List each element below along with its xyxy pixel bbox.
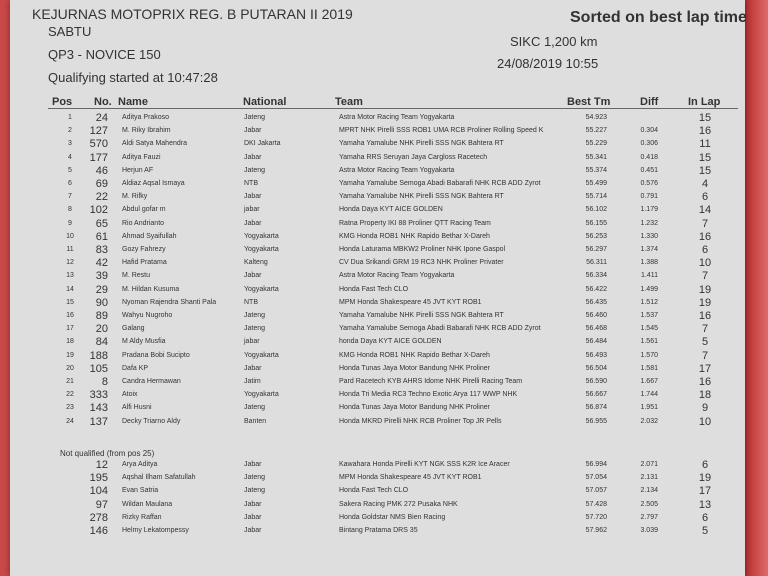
session-label: QP3 - NOVICE 150 — [48, 47, 161, 62]
name-cell: Pradana Bobi Sucipto — [122, 351, 190, 359]
name-cell: Galang — [122, 325, 145, 333]
number-cell: 570 — [89, 138, 108, 151]
diff-cell: 1.570 — [640, 351, 658, 359]
best-time-cell: 56.955 — [585, 417, 607, 425]
name-cell: Decky Triarno Aldy — [122, 417, 181, 425]
best-time-cell: 55.714 — [585, 193, 607, 201]
in-lap-cell: 17 — [698, 362, 712, 375]
team-cell: Yamaha Yamalube Semoga Abadi Babarafi NHK RCB ADD Zyrot — [339, 325, 541, 333]
best-time-cell: 56.460 — [585, 312, 607, 319]
diff-cell: 1.179 — [640, 206, 658, 214]
pos-cell: 5 — [68, 166, 72, 174]
number-cell: 137 — [89, 415, 108, 428]
number-cell: 90 — [95, 296, 108, 309]
team-cell: MPM Honda Shakespeare 45 JVT KYT ROB1 — [339, 298, 482, 306]
team-cell: Kawahara Honda Pirelli KYT NGK SSS K2R Ice Aracer — [339, 461, 510, 468]
national-cell: Jateng — [244, 325, 266, 333]
in-lap-cell: 16 — [698, 376, 712, 388]
team-cell: Honda Tunas Jaya Motor Bandung NHK Proliner — [339, 404, 490, 412]
circuit-label: SIKC 1,200 km — [510, 34, 598, 49]
number-cell: 84 — [95, 336, 108, 349]
table-row — [0, 164, 745, 178]
col-header-name: Name — [118, 96, 148, 108]
diff-cell: 2.505 — [640, 500, 658, 508]
best-time-cell: 54.923 — [585, 114, 607, 121]
in-lap-cell: 16 — [698, 230, 712, 243]
best-time-cell: 56.102 — [585, 206, 607, 214]
diff-cell: 1.537 — [640, 312, 658, 319]
diff-cell: 1.561 — [640, 338, 658, 346]
name-cell: Evan Satria — [122, 487, 159, 495]
table-row — [0, 309, 745, 323]
number-cell: 42 — [95, 257, 108, 270]
table-row — [0, 401, 745, 415]
diff-cell: 0.791 — [640, 193, 658, 201]
in-lap-cell: 19 — [698, 472, 712, 485]
national-cell: Banten — [244, 417, 267, 425]
number-cell: 97 — [95, 498, 108, 511]
in-lap-cell: 15 — [698, 151, 712, 164]
pos-cell: 18 — [66, 338, 74, 346]
name-cell: Hafid Pratama — [122, 259, 167, 267]
team-cell: CV Dua Srikandi GRM 19 RC3 NHK Proliner Privater — [339, 259, 504, 267]
number-cell: 20 — [95, 323, 108, 336]
team-cell: KMG Honda ROB1 NHK Rapido Bethar X-Dareh — [339, 351, 490, 359]
start-time-label: Qualifying started at 10:47:28 — [48, 70, 218, 85]
diff-cell: 3.039 — [640, 527, 658, 534]
national-cell: Yogyakarta — [244, 391, 279, 399]
diff-cell: 0.576 — [640, 180, 658, 187]
pos-cell: 2 — [68, 127, 72, 135]
name-cell: Gozy Fahrezy — [122, 246, 166, 253]
table-row — [0, 111, 745, 125]
col-header-team: Team — [335, 96, 363, 108]
best-time-cell: 55.341 — [585, 153, 607, 161]
number-cell: 89 — [95, 310, 108, 322]
national-cell: Jabar — [244, 127, 262, 135]
pos-cell: 20 — [66, 364, 74, 372]
name-cell: Ahmad Syaifullah — [122, 232, 177, 240]
number-cell: 83 — [95, 244, 108, 256]
pos-cell: 21 — [66, 378, 74, 385]
national-cell: Jabar — [244, 500, 262, 508]
name-cell: Aldiaz Aqsal Ismaya — [122, 180, 185, 187]
team-cell: Honda Fast Tech CLO — [339, 285, 409, 293]
national-cell: Jatim — [244, 378, 261, 385]
national-cell: Jabar — [244, 272, 262, 280]
diff-cell: 1.667 — [640, 378, 658, 385]
diff-cell: 1.499 — [640, 285, 658, 293]
col-header-pos: Pos — [52, 96, 73, 108]
diff-cell: 1.951 — [640, 404, 658, 412]
table-row — [0, 177, 745, 191]
table-row — [0, 349, 745, 363]
col-header-national: National — [243, 96, 287, 108]
name-cell: Rio Andrianto — [122, 219, 165, 227]
not-qualified-label: Not qualified (from pos 25) — [60, 449, 155, 458]
team-cell: Honda MKRD Pirelli NHK RCB Proliner Top JR Pells — [339, 417, 502, 425]
best-time-cell: 57.428 — [585, 500, 607, 508]
pos-cell: 14 — [66, 285, 74, 293]
national-cell: Jateng — [244, 474, 266, 482]
diff-cell: 1.232 — [640, 219, 658, 227]
pos-cell: 22 — [66, 391, 74, 399]
table-row — [0, 388, 745, 402]
number-cell: 39 — [95, 270, 108, 283]
table-row — [0, 137, 745, 151]
best-time-cell: 56.484 — [585, 338, 607, 346]
name-cell: M. Riky Ibrahim — [122, 127, 171, 135]
table-row — [0, 124, 745, 138]
diff-cell: 1.545 — [640, 325, 658, 333]
in-lap-cell: 11 — [699, 138, 711, 151]
team-cell: Honda Goldstar NMS Bien Racing — [339, 513, 446, 521]
number-cell: 69 — [95, 178, 108, 190]
best-time-cell: 56.994 — [585, 461, 607, 468]
event-title: KEJURNAS MOTOPRIX REG. B PUTARAN II 2019 — [32, 6, 353, 22]
diff-cell: 0.418 — [640, 153, 658, 161]
team-cell: MPM Honda Shakespeare 45 JVT KYT ROB1 — [339, 474, 482, 482]
team-cell: Honda Daya KYT AICE GOLDEN — [339, 206, 443, 214]
team-cell: Ratna Property IKI 88 Proliner QTT Racing Team — [339, 219, 491, 227]
number-cell: 333 — [89, 389, 108, 402]
diff-cell: 1.581 — [640, 364, 658, 372]
pos-cell: 4 — [68, 153, 72, 161]
in-lap-cell: 16 — [698, 310, 712, 322]
best-time-cell: 56.874 — [585, 404, 607, 412]
pos-cell: 23 — [66, 404, 74, 412]
number-cell: 102 — [89, 204, 108, 217]
best-time-cell: 56.590 — [585, 378, 607, 385]
name-cell: M. Rifky — [122, 193, 148, 201]
best-time-cell: 55.227 — [585, 127, 607, 135]
pos-cell: 10 — [66, 232, 74, 240]
name-cell: Abdul gofar m — [122, 206, 166, 214]
national-cell: Jabar — [244, 461, 262, 468]
number-cell: 146 — [89, 525, 108, 537]
name-cell: M. Restu — [122, 272, 151, 280]
team-cell: Honda Fast Tech CLO — [339, 487, 409, 495]
pos-cell: 11 — [66, 246, 74, 253]
diff-cell: 2.071 — [640, 461, 658, 468]
table-row — [0, 203, 745, 217]
in-lap-cell: 5 — [701, 336, 709, 349]
name-cell: Aditya Fauzi — [122, 153, 161, 161]
table-row — [0, 335, 745, 349]
diff-cell: 0.451 — [640, 166, 658, 174]
diff-cell: 2.797 — [640, 513, 658, 521]
in-lap-cell: 17 — [698, 485, 712, 498]
in-lap-cell: 16 — [698, 125, 712, 138]
diff-cell: 1.388 — [640, 259, 658, 267]
national-cell: Jabar — [244, 513, 262, 521]
national-cell: Jabar — [244, 527, 262, 534]
team-cell: Pard Racetech KYB AHRS Idome NHK Pirelli Racing Team — [339, 378, 523, 385]
best-time-cell: 57.054 — [585, 474, 607, 482]
national-cell: NTB — [244, 298, 258, 306]
name-cell: M. Hildan Kusuma — [122, 285, 180, 293]
team-cell: Honda Laturama MBKW2 Proliner NHK Ipone Gaspol — [339, 246, 506, 253]
national-cell: Kalteng — [244, 259, 268, 267]
in-lap-cell: 10 — [698, 257, 712, 270]
number-cell: 12 — [95, 459, 108, 471]
national-cell: Yogyakarta — [244, 285, 279, 293]
col-header-lap: In Lap — [688, 96, 721, 108]
best-time-cell: 56.468 — [585, 325, 607, 333]
team-cell: Yamaha Yamalube NHK Pirelli SSS NGK Bahtera RT — [339, 193, 504, 201]
table-row — [0, 283, 745, 297]
team-cell: Sakera Racing PMK 272 Pusaka NHK — [339, 500, 458, 508]
in-lap-cell: 7 — [701, 270, 709, 283]
diff-cell: 1.512 — [640, 298, 658, 306]
national-cell: Jabar — [244, 153, 262, 161]
in-lap-cell: 6 — [701, 244, 709, 256]
best-time-cell: 56.155 — [585, 219, 607, 227]
diff-cell: 0.306 — [640, 140, 658, 148]
in-lap-cell: 4 — [701, 178, 709, 190]
number-cell: 143 — [89, 402, 108, 415]
best-time-cell: 56.667 — [585, 391, 607, 399]
best-time-cell: 56.422 — [585, 285, 607, 293]
in-lap-cell: 7 — [701, 349, 709, 362]
team-cell: Yamaha Yamalube Semoga Abadi Babarafi NHK RCB ADD Zyrot — [339, 180, 541, 187]
table-row — [0, 498, 745, 512]
best-time-cell: 56.435 — [585, 298, 607, 306]
in-lap-cell: 19 — [698, 296, 712, 309]
name-cell: Helmy Lekatompessy — [122, 527, 189, 534]
background-right — [745, 0, 768, 576]
diff-cell: 1.374 — [640, 246, 658, 253]
national-cell: jabar — [244, 338, 260, 346]
national-cell: jabar — [244, 206, 260, 214]
number-cell: 127 — [89, 125, 108, 138]
in-lap-cell: 7 — [701, 217, 709, 230]
table-row — [0, 415, 745, 429]
pos-cell: 12 — [66, 259, 74, 267]
national-cell: Jateng — [244, 487, 266, 495]
number-cell: 188 — [89, 349, 108, 362]
number-cell: 22 — [95, 191, 108, 204]
name-cell: M Aldy Musfia — [122, 338, 166, 346]
in-lap-cell: 14 — [698, 204, 712, 217]
best-time-cell: 55.229 — [585, 140, 607, 148]
team-cell: Astra Motor Racing Team Yogyakarta — [339, 114, 455, 121]
table-row — [0, 151, 745, 165]
table-row — [0, 511, 745, 525]
number-cell: 8 — [101, 376, 108, 388]
table-row — [0, 230, 745, 244]
pos-cell: 24 — [66, 417, 74, 425]
table-row — [0, 296, 745, 310]
in-lap-cell: 13 — [698, 498, 712, 511]
in-lap-cell: 6 — [701, 511, 709, 524]
table-row — [0, 362, 745, 376]
best-time-cell: 57.720 — [585, 513, 607, 521]
in-lap-cell: 6 — [701, 191, 709, 204]
pos-cell: 19 — [66, 351, 74, 359]
pos-cell: 6 — [68, 180, 72, 187]
in-lap-cell: 6 — [701, 459, 709, 471]
name-cell: Wildan Maulana — [122, 500, 173, 508]
pos-cell: 17 — [66, 325, 74, 333]
pos-cell: 16 — [66, 312, 74, 319]
pos-cell: 13 — [66, 272, 74, 280]
number-cell: 29 — [95, 283, 108, 296]
diff-cell: 1.744 — [640, 391, 658, 399]
team-cell: KMG Honda ROB1 NHK Rapido Bethar X-Dareh — [339, 232, 490, 240]
table-row — [0, 471, 745, 485]
name-cell: Dafa KP — [122, 364, 149, 372]
best-time-cell: 56.334 — [585, 272, 607, 280]
national-cell: Jabar — [244, 193, 262, 201]
number-cell: 104 — [89, 485, 108, 498]
pos-cell: 1 — [68, 114, 72, 121]
national-cell: Jateng — [244, 312, 266, 319]
in-lap-cell: 9 — [701, 402, 709, 415]
table-row — [0, 269, 745, 283]
national-cell: Yogyakarta — [244, 232, 279, 240]
number-cell: 177 — [89, 151, 108, 164]
best-time-cell: 56.493 — [585, 351, 607, 359]
pos-cell: 15 — [66, 298, 74, 306]
team-cell: Honda Tunas Jaya Motor Bandung NHK Proliner — [339, 364, 490, 372]
diff-cell: 2.032 — [640, 417, 658, 425]
number-cell: 24 — [95, 112, 108, 124]
name-cell: Aldi Satya Mahendra — [122, 140, 187, 148]
in-lap-cell: 5 — [701, 525, 709, 537]
team-cell: Yamaha RRS Seruyan Jaya Cargloss Racetech — [339, 153, 488, 161]
national-cell: Jateng — [244, 404, 266, 412]
name-cell: Arya Aditya — [122, 461, 158, 468]
best-time-cell: 57.057 — [585, 487, 607, 495]
best-time-cell: 56.253 — [585, 232, 607, 240]
table-row — [0, 256, 745, 270]
pos-cell: 7 — [68, 193, 72, 201]
in-lap-cell: 7 — [701, 323, 709, 336]
number-cell: 65 — [95, 217, 108, 230]
name-cell: Candra Hermawan — [122, 378, 181, 385]
diff-cell: 1.411 — [641, 272, 658, 280]
number-cell: 46 — [95, 164, 108, 177]
national-cell: Jabar — [244, 219, 262, 227]
table-row — [0, 217, 745, 231]
national-cell: DKI Jakarta — [244, 140, 281, 148]
header-divider — [48, 108, 738, 109]
in-lap-cell: 10 — [698, 415, 712, 428]
date-label: 24/08/2019 10:55 — [497, 56, 599, 71]
name-cell: Atoix — [122, 391, 138, 399]
best-time-cell: 56.311 — [586, 259, 607, 267]
table-row — [0, 524, 745, 538]
diff-cell: 1.330 — [640, 232, 658, 240]
team-cell: Honda Tri Media RC3 Techno Exotic Arya 117 WWP NHK — [339, 391, 518, 399]
best-time-cell: 56.504 — [585, 364, 607, 372]
national-cell: Jateng — [244, 114, 266, 121]
diff-cell: 2.134 — [640, 487, 658, 495]
best-time-cell: 55.374 — [585, 166, 607, 174]
name-cell: Wahyu Nugroho — [122, 312, 173, 319]
col-header-diff: Diff — [640, 96, 659, 108]
table-row — [0, 458, 745, 472]
name-cell: Aqshal Ilham Safatullah — [122, 474, 196, 482]
pos-cell: 3 — [68, 140, 72, 148]
table-row — [0, 375, 745, 389]
name-cell: Herjun AF — [122, 166, 154, 174]
table-row — [0, 243, 745, 257]
national-cell: Jateng — [244, 166, 266, 174]
sort-label: Sorted on best lap time — [570, 9, 747, 26]
best-time-cell: 57.962 — [585, 527, 607, 534]
best-time-cell: 56.297 — [585, 246, 607, 253]
in-lap-cell: 15 — [698, 164, 712, 177]
national-cell: Jabar — [244, 364, 262, 372]
team-cell: Bintang Pratama DRS 35 — [339, 527, 418, 534]
in-lap-cell: 15 — [698, 112, 712, 124]
team-cell: Yamaha Yamalube NHK Pirelli SSS NGK Bahtera RT — [339, 312, 504, 319]
in-lap-cell: 18 — [698, 389, 712, 402]
number-cell: 105 — [89, 362, 108, 375]
name-cell: Alfi Husni — [122, 404, 152, 412]
team-cell: Astra Motor Racing Team Yogyakarta — [339, 272, 455, 280]
name-cell: Nyoman Rajendra Shanti Pala — [122, 298, 217, 306]
name-cell: Rizky Raffan — [122, 513, 162, 521]
number-cell: 195 — [89, 472, 108, 485]
table-row — [0, 322, 745, 336]
national-cell: Yogyakarta — [244, 246, 279, 253]
in-lap-cell: 19 — [698, 283, 712, 296]
pos-cell: 9 — [68, 219, 72, 227]
table-row — [0, 484, 745, 498]
number-cell: 278 — [89, 511, 108, 524]
diff-cell: 0.304 — [640, 127, 658, 135]
col-header-best: Best Tm — [567, 96, 611, 108]
team-cell: honda Daya KYT AICE GOLDEN — [339, 338, 442, 346]
day-label: SABTU — [48, 24, 92, 39]
best-time-cell: 55.499 — [585, 180, 607, 187]
table-row — [0, 190, 745, 204]
diff-cell: 2.131 — [640, 474, 658, 482]
team-cell: Yamaha Yamalube NHK Pirelli SSS NGK Bahtera RT — [339, 140, 504, 148]
team-cell: MPRT NHK Pirelli SSS ROB1 UMA RCB Proliner Rolling Speed K — [339, 127, 544, 135]
col-header-no: No. — [94, 96, 112, 108]
team-cell: Astra Motor Racing Team Yogyakarta — [339, 166, 455, 174]
number-cell: 61 — [95, 230, 108, 243]
name-cell: Aditya Prakoso — [122, 114, 170, 121]
national-cell: NTB — [244, 180, 258, 187]
national-cell: Yogyakarta — [244, 351, 279, 359]
pos-cell: 8 — [68, 206, 72, 214]
